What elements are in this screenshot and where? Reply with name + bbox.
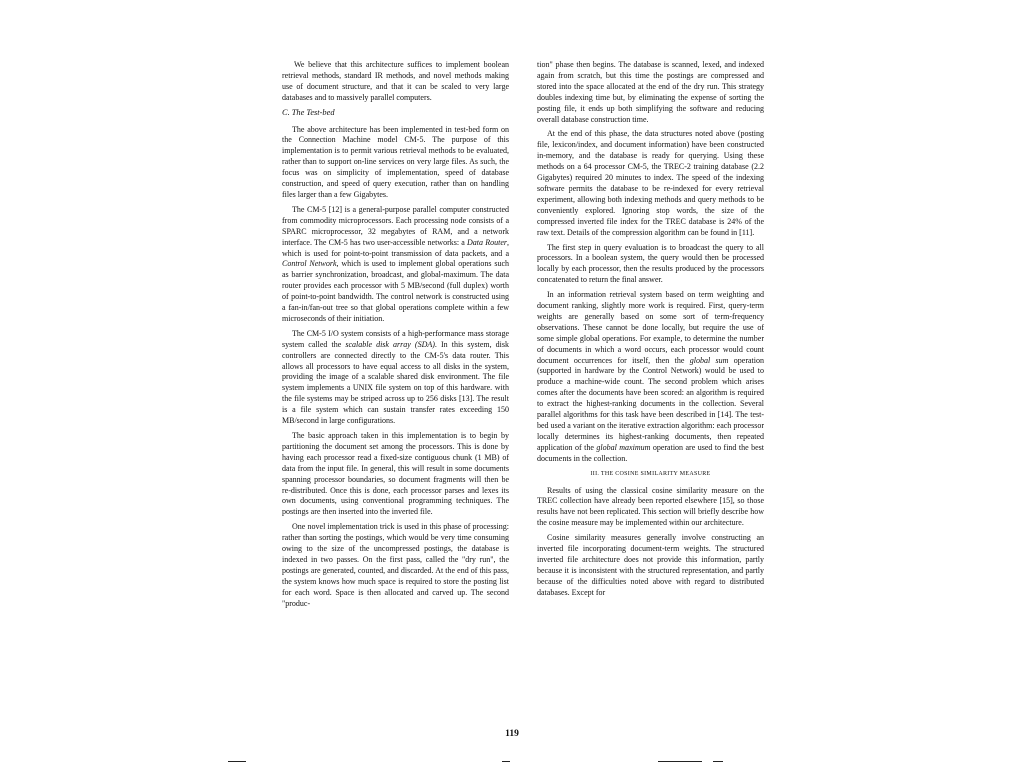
paragraph: Cosine similarity measures generally involve constructing an inverted file incorporating document-term weights. The structured inverted file architecture does not provide this information, partly because it is inconsistent with the structured representation, and partly because of the difficulties noted above with regard to distributed databases. Except for [537, 533, 764, 597]
paragraph: We believe that this architecture suffices to implement boolean retrieval methods, standard IR methods, and novel methods making use of document structure, and that it can be scaled to very large databases and to massively parallel computers. [282, 60, 509, 102]
scan-mark [713, 761, 723, 762]
paragraph [537, 290, 764, 465]
paragraph [282, 329, 509, 427]
text-run: operation are used to find the best documents in the collection. [537, 442, 764, 463]
italic-term: Control Network [282, 259, 337, 269]
text-run: In an information retrieval system based on term weighting and document ranking, slightly more work is required. First, query-term weights are generally based on some sort of term-frequency observations. These cannot be done locally, but require the use of some simple global operations. For example, to determine the number of documents in which a word occurs, each processor would count document occurrences for itself, then the [537, 290, 764, 365]
paragraph: Results of using the classical cosine similarity measure on the TREC collection have already been reported elsewhere [15], so those results have not been replicated. This section will briefly describe how the cosine measure may be implemented within our architecture. [537, 485, 764, 528]
paragraph: One novel implementation trick is used in this phase of processing: rather than sorting the postings, which would be very time consuming owing to the size of the uncompressed postings, the database is indexed in two passes. On the first pass, called the "dry run", the postings are generated, counted, and discarded. At the end of this pass, the system knows how much space is required to store the posting list for each word. Space is then allocated and carved up. The second "produc- [282, 522, 509, 608]
section-heading: III. THE COSINE SIMILARITY MEASURE [590, 470, 711, 477]
paragraph [282, 205, 509, 325]
text-run: , which is used to implement global operations such as barrier synchronization, broadcast, and global-maximum. The data router provides each processor with 5 MB/second (full duplex) worth of point-to-point bandwidth. The control network is constructed using a fan-in/fan-out tree so that global operations complete within a few microseconds of their initiation. [282, 259, 509, 323]
text-run: operation (supported in hardware by the Control Network) would be used to produce a machine-wide count. The second problem which arises comes after the documents have been scored: an algorithm is required to extract the highest-ranking documents in the collection. Several parallel algorithms for this task have been described in [14]. The test-bed used a variant on the iterative extraction algorithm: each processor locally determines its highest-ranking documents, then repeated application of the [537, 355, 764, 452]
paragraph: tion" phase then begins. The database is scanned, lexed, and indexed again from scratch, but this time the postings are compressed and stored into the space allocated at the end of the dry run. This strategy doubles indexing time but, by eliminating the expense of sorting the posting file, it ends up both simplifying the software and reducing overall database construction time. [537, 60, 764, 124]
text-run: , which is used for point-to-point transmission of data packets, and a [282, 237, 510, 258]
paragraph: The basic approach taken in this implementation is to begin by partitioning the document set among the processors. This is done by having each processor read a fixed-size contiguous chunk (1 MB) of data from the input file. In general, this will result in some documents spanning processor boundaries, so document fragments will then be re-distributed. Once this is done, each processor parses and lexes its own documents, using conventional programming techniques. The postings are then inserted into the inverted file. [282, 431, 509, 517]
left-column [282, 60, 509, 614]
scan-mark [502, 761, 510, 762]
text-run: The CM-5 I/O system consists of a high-performance mass storage system called the [282, 328, 509, 349]
scan-mark [228, 761, 246, 762]
italic-term: scalable disk array (SDA) [345, 339, 435, 349]
paragraph: The first step in query evaluation is to broadcast the query to all processors. In a boolean system, the query would then be processed locally by each processor, then the results produced by the processors concatenated to return the final answer. [537, 242, 764, 285]
italic-term: global maximum [596, 442, 651, 452]
right-column [537, 60, 764, 603]
italic-term: global sum [689, 355, 729, 365]
italic-term: Data Router [467, 237, 508, 247]
paragraph: At the end of this phase, the data structures noted above (posting file, lexicon/index, and document information) have been constructed in-memory, and the database is ready for querying. Using these methods on a 64 processor CM-5, the TREC-2 training database (2.2 Gigabytes) required 20 minutes to index. The speed of the indexing software permits the database to be re-indexed for every retrieval experiment, allowing both indexing methods and query methods to be conveniently explored. Ignoring stop words, the size of the compressed inverted file index for the TREC database is 24% of the raw text. Details of the compression algorithm can be found in [11]. [537, 129, 764, 237]
paragraph: The above architecture has been implemented in test-bed form on the Connection Machine model CM-5. The purpose of this implementation is to permit various retrieval methods to be evaluated, rather than to support on-line services on very large files. As such, the focus was on simplicity of implementation, speed of database construction, and speed of query execution, rather than on handling files larger than a few Gigabytes. [282, 124, 509, 199]
section-heading: C. The Test-bed [282, 107, 335, 117]
scan-mark [658, 761, 702, 762]
text-run: . In this system, disk controllers are connected directly to the CM-5's data router. This allows all processors to have equal access to all disks in the system, providing the image of a scalable shared disk environment. The file system implements a UNIX file system on top of this hardware. with the file systems may be striped across up to 256 disks [13]. The result is a file system which can sustain transfer rates exceeding 150 MB/second in large configurations. [282, 339, 510, 426]
text-run: The CM-5 [12] is a general-purpose parallel computer constructed from commodity microprocessors. Each processing node consists of a SPARC microprocessor, 32 megabytes of RAM, and a network interface. The CM-5 has two user-accessible networks: a [282, 204, 509, 247]
page-number: 119 [505, 729, 519, 739]
